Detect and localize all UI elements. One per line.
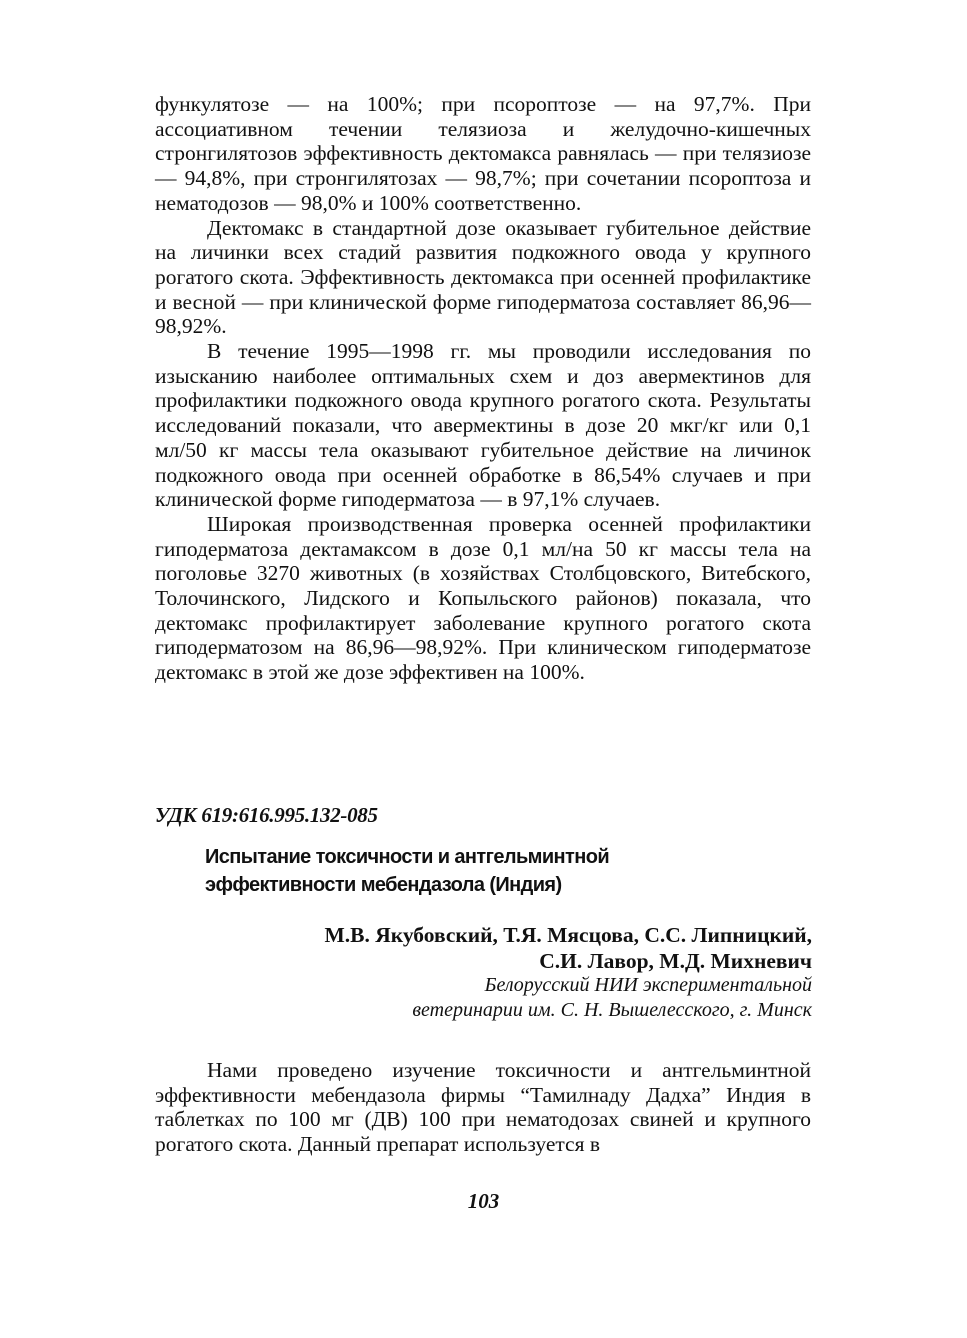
continuation-text <box>155 92 811 685</box>
article-body <box>155 1058 811 1157</box>
page-number: 103 <box>467 1189 500 1213</box>
paragraph-article-intro: Нами проведено изучение токсичности и антгельминтной эффективности мебендазола фирмы “Тамилнаду Дадха” Индия в таблетках по 100 мг (ДВ) 100 при нематодозах свиней и крупного рогатого скота. Данный препарат используется в <box>155 1058 811 1157</box>
authors-line: С.И. Лавор, М.Д. Михневич <box>539 949 812 973</box>
authors-line: М.В. Якубовский, Т.Я. Мясцова, С.С. Липницкий, <box>324 923 812 947</box>
article-title <box>205 843 725 899</box>
paragraph-research-1995-1998: В течение 1995—1998 гг. мы проводили исследования по изысканию наиболее оптимальных схем и доз авермектинов для профилактики подкожного овода крупного рогатого скота. Результаты исследований показали, что авермектины в дозе 20 мкг/кг или 0,1 мл/50 кг массы тела оказывают губительное действие на личинок подкожного овода при осенней обработке в 86,54% случаев и при клинической форме гиподерматоза — в 97,1% случаев. <box>155 339 811 512</box>
paragraph-efficacy-results: функулятозе — на 100%; при псороптозе — на 97,7%. При ассоциативном течении телязиоза и желудочно-кишечных стронгилятозов эффективность дектомакса равнялась — при телязиозе — 94,8%, при стронгилятозах — 98,7%; при сочетании псороптоза и нематодозов — 98,0% и 100% соответственно. <box>155 92 811 215</box>
article-authors <box>324 922 812 974</box>
affiliation-line: Белорусский НИИ экспериментальной <box>484 974 812 996</box>
article-title-line: эффективности мебендазола (Индия) <box>205 874 562 896</box>
article-affiliation <box>412 973 812 1023</box>
article-title-line: Испытание токсичности и антгельминтной <box>205 846 610 868</box>
paragraph-dectomax-dose: Дектомакс в стандартной дозе оказывает губительное действие на личинки всех стадий развития подкожного овода у крупного рогатого скота. Эффективность дектомакса при осенней профилактике и весной — при клинической форме гиподерматоза составляет 86,96—98,92%. <box>155 215 811 339</box>
affiliation-line: ветеринарии им. С. Н. Вышелесского, г. Минск <box>412 999 812 1021</box>
udk-code: УДК 619:616.995.132-085 <box>155 803 378 827</box>
paragraph-field-test: Широкая производственная проверка осенней профилактики гиподерматоза дектамаксом в дозе 0,1 мл/на 50 кг массы тела на поголовье 3270 животных (в хозяйствах Столбцовского, Витебского, Толочинского, Лидского и Копыльского районов) показала, что дектомакс профилактирует заболевание крупного рогатого скота гиподерматозом на 86,96—98,92%. При клиническом гиподерматозе дектомакс в этой же дозе эффективен на 100%. <box>155 511 811 685</box>
